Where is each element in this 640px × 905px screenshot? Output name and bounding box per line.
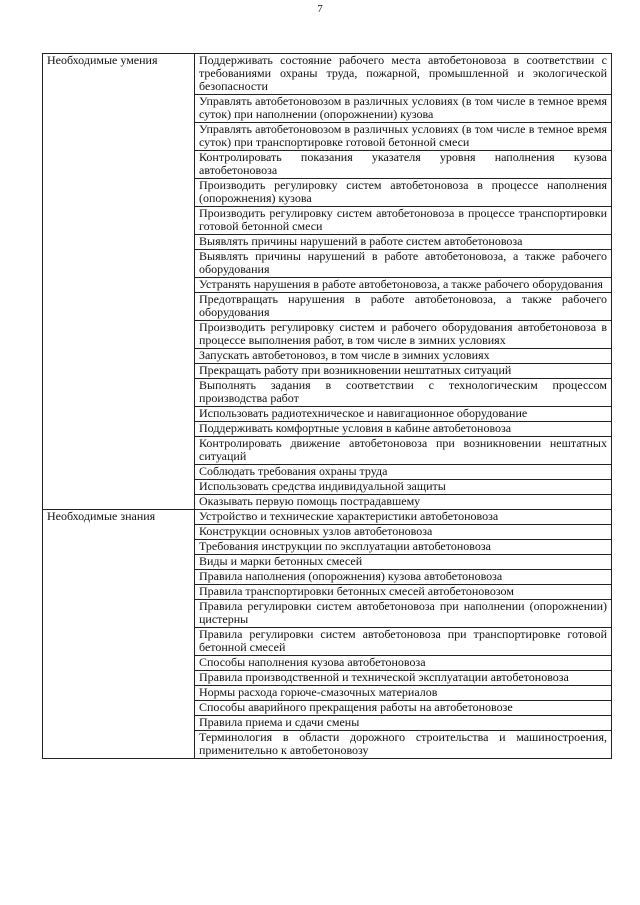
- requirement-item: Производить регулировку систем автобетоновоза в процессе наполнения (опорожнения) кузова: [195, 179, 612, 207]
- requirement-item: Выполнять задания в соответствии с технологическим процессом производства работ: [195, 379, 612, 407]
- requirement-item: Правила наполнения (опорожнения) кузова автобетоновоза: [195, 570, 612, 585]
- requirement-item: Правила регулировки систем автобетоновоза при транспортировке готовой бетонной смесей: [195, 628, 612, 656]
- requirement-item: Правила транспортировки бетонных смесей автобетоновозом: [195, 585, 612, 600]
- requirement-item: Управлять автобетоновозом в различных условиях (в том числе в темное время суток) при наполнении (опорожнении) кузова: [195, 95, 612, 123]
- table-row: [43, 54, 612, 95]
- section-title: Необходимые знания: [43, 510, 195, 759]
- requirement-item: Способы аварийного прекращения работы на автобетоновозе: [195, 701, 612, 716]
- requirement-item: Требования инструкции по эксплуатации автобетоновоза: [195, 540, 612, 555]
- requirement-item: Оказывать первую помощь пострадавшему: [195, 495, 612, 510]
- requirement-item: Производить регулировку систем и рабочего оборудования автобетоновоза в процессе выполнения работ, в том числе в зимних условиях: [195, 321, 612, 349]
- requirements-table-body: [43, 54, 612, 759]
- requirement-item: Терминология в области дорожного строительства и машиностроения, применительно к автобетоновозу: [195, 731, 612, 759]
- requirement-item: Прекращать работу при возникновении нештатных ситуаций: [195, 364, 612, 379]
- requirement-item: Соблюдать требования охраны труда: [195, 465, 612, 480]
- requirement-item: Использовать средства индивидуальной защиты: [195, 480, 612, 495]
- requirement-item: Выявлять причины нарушений в работе автобетоновоза, а также рабочего оборудования: [195, 250, 612, 278]
- requirement-item: Поддерживать состояние рабочего места автобетоновоза в соответствии с требованиями охраны труда, пожарной, промышленной и экологической безопасности: [195, 54, 612, 95]
- requirement-item: Производить регулировку систем автобетоновоза в процессе транспортировки готовой бетонной смеси: [195, 207, 612, 235]
- requirement-item: Запускать автобетоновоз, в том числе в зимних условиях: [195, 349, 612, 364]
- requirement-item: Устройство и технические характеристики автобетоновоза: [195, 510, 612, 525]
- requirement-item: Виды и марки бетонных смесей: [195, 555, 612, 570]
- requirement-item: Контролировать показания указателя уровня наполнения кузова автобетоновоза: [195, 151, 612, 179]
- requirement-item: Правила регулировки систем автобетоновоза при наполнении (опорожнении) цистерны: [195, 600, 612, 628]
- requirement-item: Правила приема и сдачи смены: [195, 716, 612, 731]
- section-title: Необходимые умения: [43, 54, 195, 510]
- table-row: [43, 510, 612, 525]
- requirement-item: Использовать радиотехническое и навигационное оборудование: [195, 407, 612, 422]
- requirement-item: Устранять нарушения в работе автобетоновоза, а также рабочего оборудования: [195, 278, 612, 293]
- requirement-item: Нормы расхода горюче-смазочных материалов: [195, 686, 612, 701]
- requirements-table: [42, 53, 612, 759]
- requirement-item: Предотвращать нарушения в работе автобетоновоза, а также рабочего оборудования: [195, 293, 612, 321]
- requirement-item: Контролировать движение автобетоновоза при возникновении нештатных ситуаций: [195, 437, 612, 465]
- requirement-item: Управлять автобетоновозом в различных условиях (в том числе в темное время суток) при транспортировке готовой бетонной смеси: [195, 123, 612, 151]
- requirement-item: Способы наполнения кузова автобетоновоза: [195, 656, 612, 671]
- requirement-item: Поддерживать комфортные условия в кабине автобетоновоза: [195, 422, 612, 437]
- requirement-item: Выявлять причины нарушений в работе систем автобетоновоза: [195, 235, 612, 250]
- requirement-item: Конструкции основных узлов автобетоновоза: [195, 525, 612, 540]
- page-number: 7: [317, 3, 323, 15]
- requirement-item: Правила производственной и технической эксплуатации автобетоновоза: [195, 671, 612, 686]
